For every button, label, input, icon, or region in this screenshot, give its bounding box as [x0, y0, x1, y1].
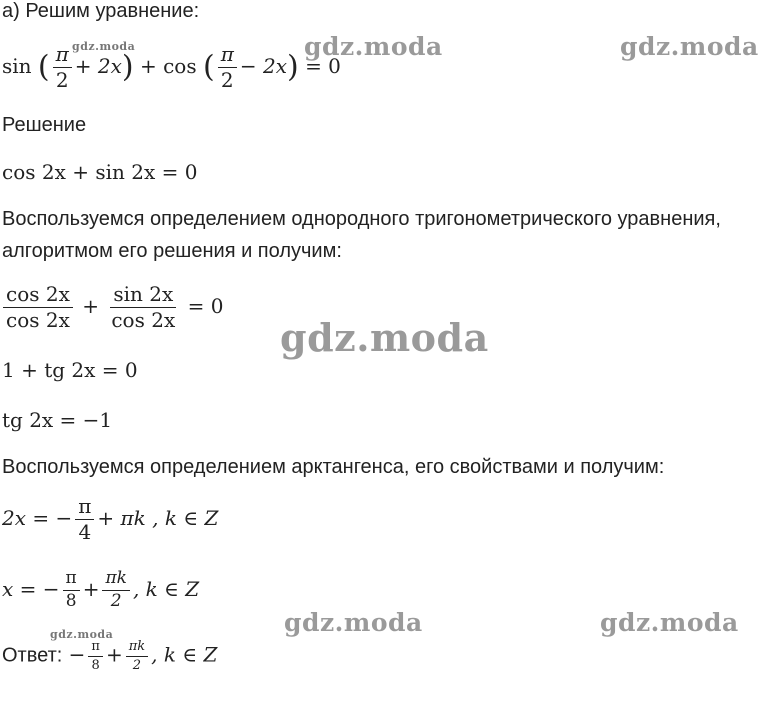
- plus-sign: +: [105, 642, 123, 667]
- fraction-pi-over-8: [63, 570, 80, 611]
- membership-term: , k ∈ Z: [132, 576, 200, 601]
- membership-term: , k ∈ Z: [151, 642, 218, 667]
- solution-label: Решение: [2, 114, 87, 136]
- fraction-pi-over-2: [218, 44, 237, 91]
- fraction-pi-over-8: [88, 640, 103, 672]
- fraction-numerator: πk: [102, 570, 129, 591]
- fraction-pik-over-2: [102, 570, 129, 611]
- equals-zero: = 0: [305, 54, 341, 78]
- text-homogeneous-line1: Воспользуемся определением однородного тригонометрического уравнения,: [2, 208, 721, 230]
- cos-label: cos: [163, 54, 197, 78]
- watermark-bottom-center: gdz.moda: [284, 608, 423, 637]
- sin-label: sin: [2, 54, 32, 78]
- equation-tg-minus-one: tg 2x = −1: [2, 408, 113, 432]
- plus-sign: +: [82, 576, 100, 601]
- watermark-bottom-right: gdz.moda: [600, 608, 739, 637]
- fraction-pik-over-2: [126, 640, 148, 672]
- equation-original: [2, 44, 341, 91]
- fraction-numerator: πk: [126, 640, 148, 657]
- equation-divided: [0, 284, 223, 331]
- text-arctangent: Воспользуемся определением арктангенса, его свойствами и получим:: [2, 456, 665, 478]
- fraction-numerator: sin 2x: [110, 284, 176, 308]
- fraction-denominator: 2: [132, 657, 142, 673]
- watermark-top-center: gdz.moda: [304, 32, 443, 61]
- watermark-small-top: gdz.moda: [72, 40, 136, 53]
- equation-2x-solution: [2, 496, 218, 543]
- paren-close: ): [286, 49, 299, 85]
- fraction-numerator: π: [218, 44, 237, 68]
- watermark-center: gdz.moda: [280, 315, 489, 360]
- fraction-denominator: 2: [110, 590, 122, 611]
- task-header: а) Решим уравнение:: [2, 0, 200, 22]
- watermark-top-right: gdz.moda: [620, 32, 759, 61]
- fraction-pi-over-2: [53, 44, 72, 91]
- fraction-cos-over-cos: [3, 284, 73, 331]
- period-term: + πk , k ∈ Z: [97, 506, 219, 530]
- answer-line: [2, 640, 217, 672]
- equation-x-solution: [2, 570, 199, 611]
- fraction-denominator: 4: [78, 520, 92, 544]
- fraction-denominator: 2: [220, 68, 234, 92]
- fraction-denominator: 8: [91, 657, 100, 673]
- fraction-numerator: cos 2x: [3, 284, 73, 308]
- term-minus-2x: − 2x: [239, 54, 287, 78]
- plus-sign: +: [139, 54, 157, 78]
- paren-close: ): [121, 49, 134, 85]
- equals-zero: = 0: [187, 294, 224, 318]
- fraction-numerator: π: [53, 44, 72, 68]
- lhs-x: x = −: [2, 576, 60, 601]
- fraction-denominator: 8: [65, 590, 77, 611]
- lhs-2x: 2x = −: [2, 506, 73, 530]
- fraction-denominator: 2: [55, 68, 69, 92]
- fraction-denominator: cos 2x: [6, 308, 70, 332]
- fraction-numerator: π: [88, 640, 103, 657]
- fraction-pi-over-4: [75, 496, 94, 543]
- equation-tg-plus-one: 1 + tg 2x = 0: [2, 358, 138, 382]
- answer-label: Ответ:: [2, 644, 63, 667]
- paren-open: (: [202, 49, 215, 85]
- fraction-denominator: cos 2x: [111, 308, 176, 332]
- term-plus-2x: + 2x: [74, 54, 122, 78]
- equation-cos-sin: cos 2x + sin 2x = 0: [2, 160, 198, 184]
- plus-sign: +: [82, 294, 99, 318]
- minus-sign: −: [68, 642, 86, 667]
- fraction-numerator: π: [63, 570, 80, 591]
- watermark-small-bottom: gdz.moda: [50, 628, 114, 641]
- text-homogeneous-line2: алгоритмом его решения и получим:: [2, 240, 342, 262]
- fraction-numerator: π: [75, 496, 94, 520]
- fraction-sin-over-cos: [108, 284, 178, 331]
- paren-open: (: [37, 49, 50, 85]
